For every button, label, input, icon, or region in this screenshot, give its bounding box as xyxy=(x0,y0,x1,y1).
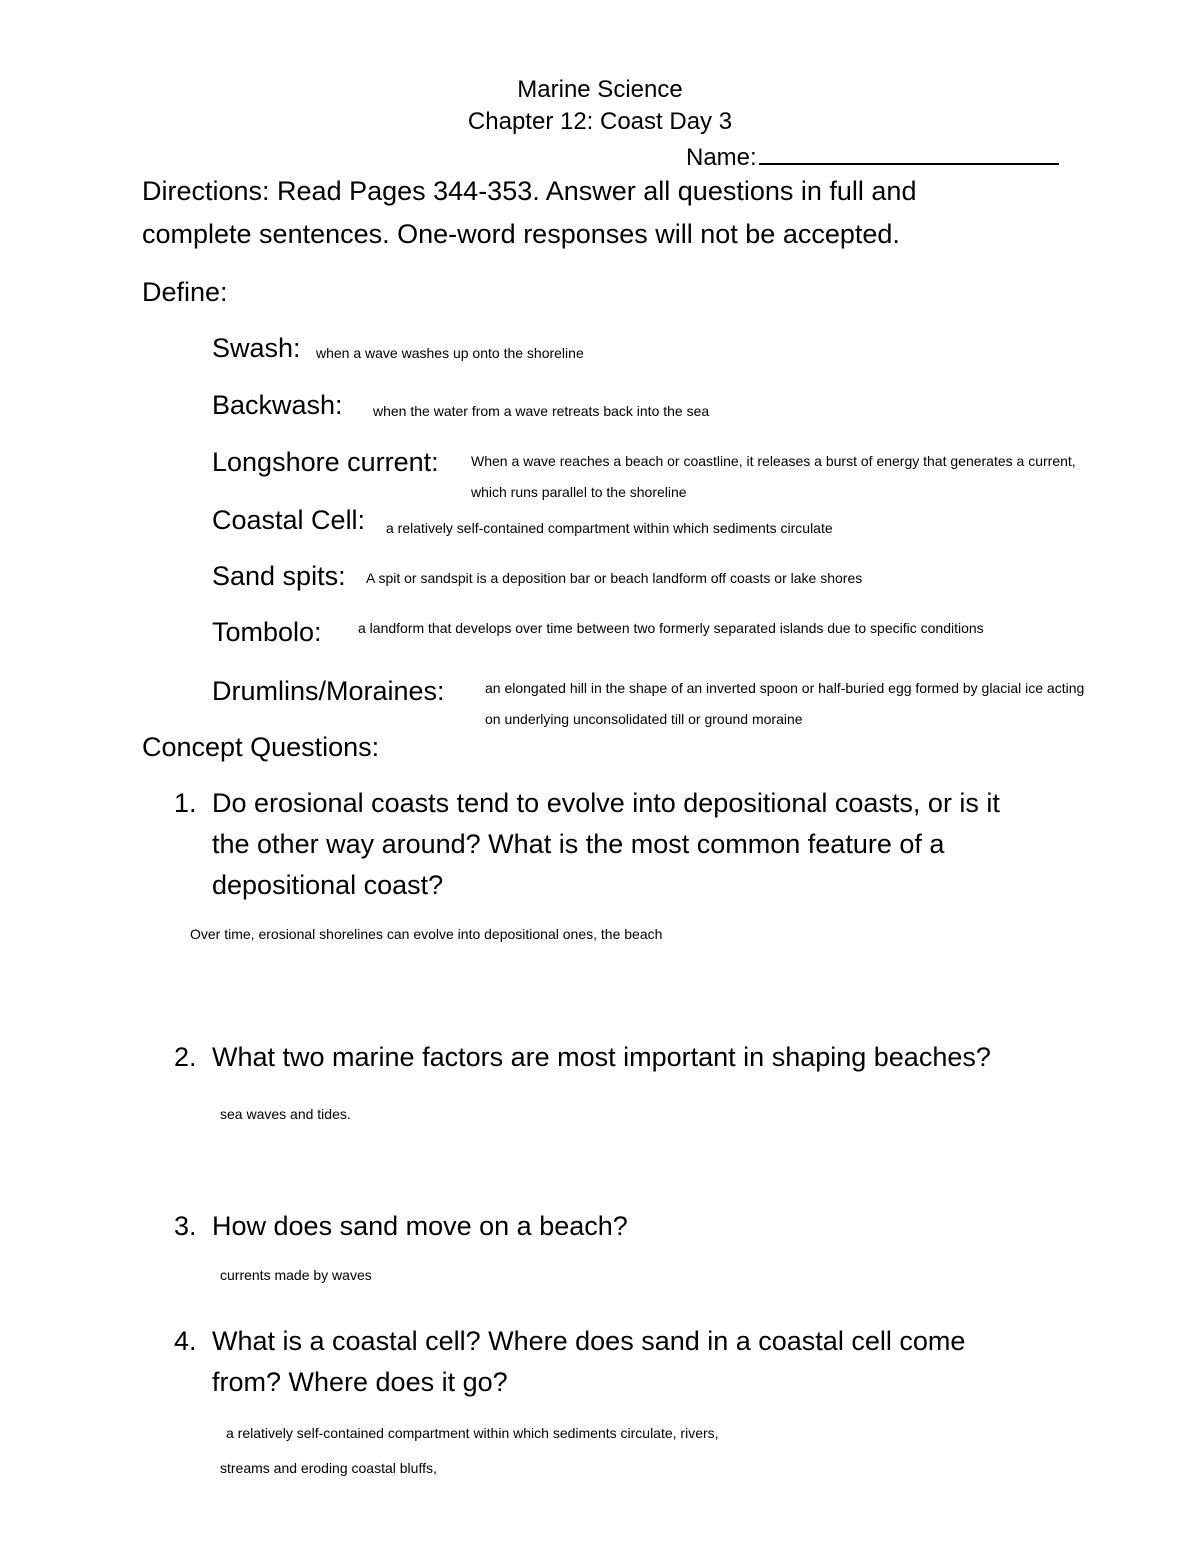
name-label: Name: xyxy=(686,144,757,171)
answer-longshore-current-cont: which runs parallel to the shoreline xyxy=(471,484,687,500)
question-number: 4. xyxy=(174,1326,197,1356)
term-coastal-cell: Coastal Cell: xyxy=(212,505,366,535)
answer-question-3: currents made by waves xyxy=(220,1267,372,1283)
question-text: What two marine factors are most important in shaping beaches? xyxy=(212,1042,991,1072)
directions-line-1: Directions: Read Pages 344-353. Answer all questions in full and xyxy=(142,176,917,206)
term-longshore-current: Longshore current: xyxy=(212,447,439,477)
answer-drumlins-moraines-cont: on underlying unconsolidated till or ground moraine xyxy=(485,711,803,727)
answer-question-1: Over time, erosional shorelines can evolve into depositional ones, the beach xyxy=(190,926,663,942)
answer-question-4-cont: streams and eroding coastal bluffs, xyxy=(220,1460,437,1476)
define-heading: Define: xyxy=(142,277,228,307)
question-2 xyxy=(174,1037,991,1078)
answer-question-4: a relatively self-contained compartment within which sediments circulate, rivers, xyxy=(226,1425,719,1441)
question-1-line-3: depositional coast? xyxy=(212,870,444,900)
answer-longshore-current: When a wave reaches a beach or coastline, it releases a burst of energy that generates a current, xyxy=(471,453,1076,469)
answer-tombolo: a landform that develops over time between two formerly separated islands due to specific conditions xyxy=(358,620,984,636)
answer-drumlins-moraines: an elongated hill in the shape of an inverted spoon or half-buried egg formed by glacial ice acting xyxy=(485,680,1085,696)
question-text: How does sand move on a beach? xyxy=(212,1211,628,1241)
term-drumlins-moraines: Drumlins/Moraines: xyxy=(212,676,445,706)
question-3 xyxy=(174,1206,628,1247)
term-backwash: Backwash: xyxy=(212,390,343,420)
question-text: What is a coastal cell? Where does sand in a coastal cell come xyxy=(212,1326,966,1356)
answer-swash: when a wave washes up onto the shoreline xyxy=(316,345,584,361)
document-title: Marine Science xyxy=(517,76,683,103)
chapter-title: Chapter 12: Coast Day 3 xyxy=(467,108,733,135)
question-number: 1. xyxy=(174,788,197,818)
answer-question-2: sea waves and tides. xyxy=(220,1106,351,1122)
question-number: 3. xyxy=(174,1211,197,1241)
answer-backwash: when the water from a wave retreats back into the sea xyxy=(373,403,710,419)
question-4-line-2: from? Where does it go? xyxy=(212,1367,508,1397)
answer-coastal-cell: a relatively self-contained compartment within which sediments circulate xyxy=(386,520,833,536)
name-field[interactable] xyxy=(759,141,1059,165)
question-4 xyxy=(174,1321,965,1362)
question-1 xyxy=(174,783,1000,824)
name-row xyxy=(686,141,1059,172)
question-text: Do erosional coasts tend to evolve into depositional coasts, or is it xyxy=(212,788,1000,818)
term-sand-spits: Sand spits: xyxy=(212,561,346,591)
answer-sand-spits: A spit or sandspit is a deposition bar or beach landform off coasts or lake shores xyxy=(366,570,863,586)
term-swash: Swash: xyxy=(212,333,301,363)
term-tombolo: Tombolo: xyxy=(212,617,322,647)
concept-heading: Concept Questions: xyxy=(142,732,380,762)
question-number: 2. xyxy=(174,1042,197,1072)
directions-line-2: complete sentences. One-word responses will not be accepted. xyxy=(142,219,900,249)
question-1-line-2: the other way around? What is the most common feature of a xyxy=(212,829,945,859)
